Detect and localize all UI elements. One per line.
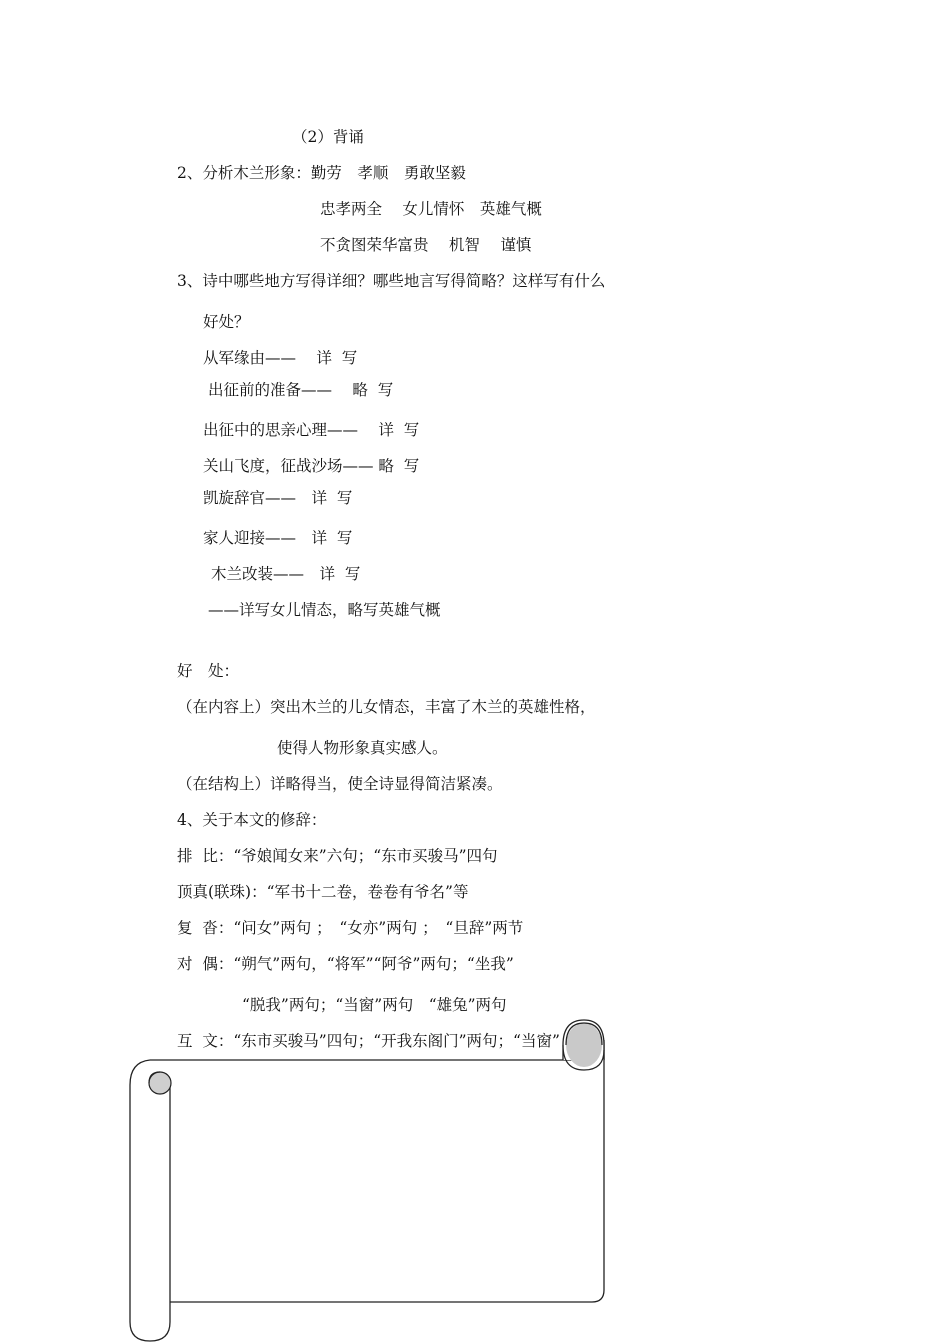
line-rhetoric-heading: 4、关于本文的修辞： <box>177 811 327 829</box>
line-traits-3: 不贪图荣华富贵 机智 谨慎 <box>320 236 532 254</box>
line-detail-3: 出征中的思亲心理—— 详 写 <box>203 421 420 439</box>
line-antithesis: 对 偶：“朔气”两句，“将军”“阿爷”两句；“坐我” <box>177 955 514 973</box>
line-detail-summary: ——详写女儿情态，略写英雄气概 <box>208 601 441 619</box>
line-detail-5: 凯旋辞官—— 详 写 <box>203 489 353 507</box>
line-detail-4: 关山飞度，征战沙场—— 略 写 <box>203 457 420 475</box>
line-traits-2: 忠孝两全 女儿情怀 英雄气概 <box>320 200 542 218</box>
line-analysis-heading: 2、分析木兰形象：勤劳 孝顺 勇敢坚毅 <box>177 164 466 182</box>
line-benefit-structure: （在结构上）详略得当，使全诗显得简洁紧凑。 <box>177 775 503 793</box>
line-intertextuality: 互 文：“东市买骏马”四句；“开我东阁门”两句；“当窗” <box>177 1032 560 1050</box>
line-benefit-content: （在内容上）突出木兰的儿女情态，丰富了木兰的英雄性格， <box>177 698 596 716</box>
line-detail-6: 家人迎接—— 详 写 <box>203 529 353 547</box>
line-benefit-heading: 好 处： <box>177 662 240 680</box>
line-repetition: 复 沓：“问女”两句 ； “女亦”两句 ； “旦辞”两节 <box>177 919 524 937</box>
line-recite: （2）背诵 <box>292 128 364 146</box>
line-question-3-cont: 好处？ <box>203 313 250 331</box>
line-parallelism: 排 比：“爷娘闻女来”六句；“东市买骏马”四句 <box>177 847 498 865</box>
line-detail-7: 木兰改装—— 详 写 <box>211 565 361 583</box>
line-anadiplosis: 顶真(联珠)：“军书十二卷，卷卷有爷名”等 <box>177 883 469 901</box>
line-benefit-content-cont: 使得人物形象真实感人。 <box>277 739 448 757</box>
line-question-3: 3、诗中哪些地方写得详细？哪些地言写得简略？这样写有什么 <box>177 272 606 290</box>
line-detail-2: 出征前的准备—— 略 写 <box>208 381 394 399</box>
line-detail-1: 从军缘由—— 详 写 <box>203 349 358 367</box>
line-antithesis-cont: “脱我”两句；“当窗”两句 “雄兔”两句 <box>242 996 507 1014</box>
